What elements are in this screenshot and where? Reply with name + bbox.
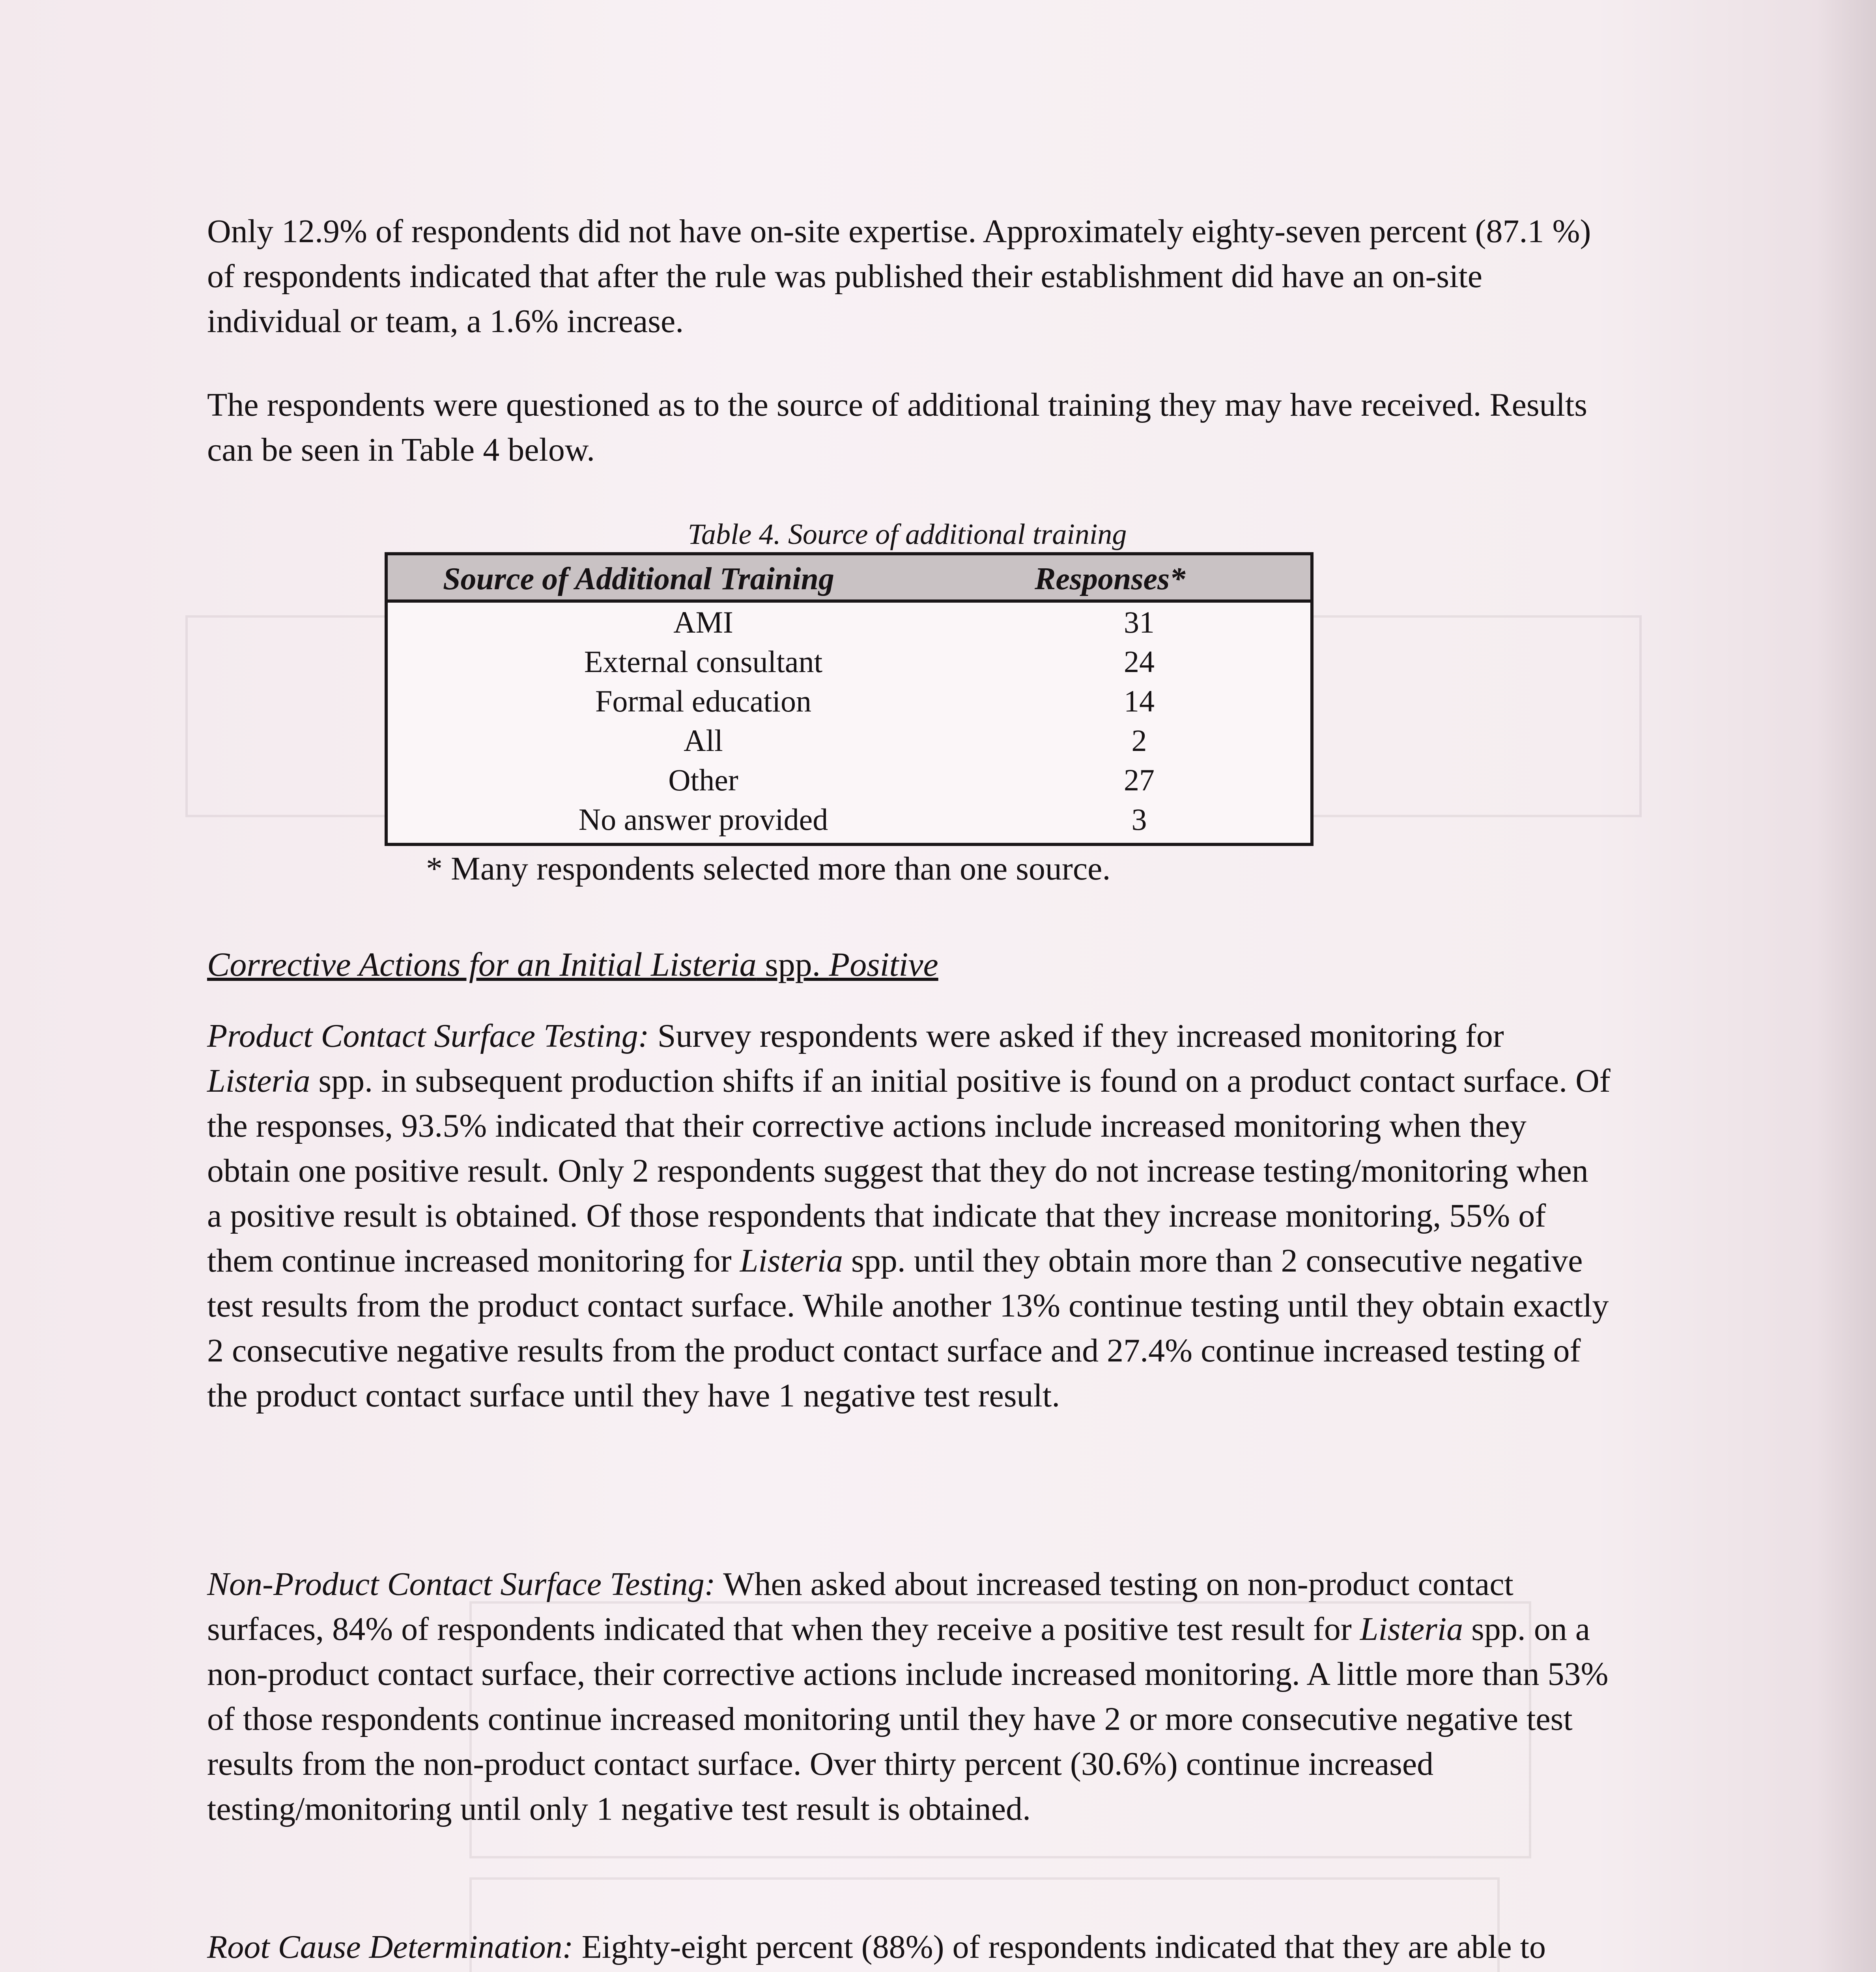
paragraph-text: Eighty-eight percent (88%) of respondents indicated that they are able to [581, 1929, 1546, 1965]
paragraph-training-source: The respondents were questioned as to the source of additional training they may have received. Results can be seen in Table 4 below. [207, 387, 1587, 468]
table-caption: Table 4. Source of additional training [688, 518, 1127, 551]
table-row [388, 682, 1310, 721]
paragraph-text: Survey respondents were asked if they increased monitoring for [649, 1018, 1504, 1054]
table-cell-responses: 2 [1131, 723, 1147, 758]
table-cell-source: All [684, 723, 723, 758]
table-cell-responses: 27 [1124, 763, 1155, 797]
table-cell-responses: 31 [1124, 605, 1155, 639]
table-row [388, 760, 1310, 800]
table-header-row [388, 555, 1310, 603]
section-heading-part: spp. [756, 945, 829, 983]
paragraph-text: spp. on a non-product contact surface, their corrective actions include increased monitoring. A little more than 53% of those respondents continue increased monitoring until they have 2 or more consecutive negative test results from the non-product contact surface. Over thirty percent (30.6%) continue increased testing/monitoring until only 1 negative test result is obtained. [207, 1611, 1609, 1827]
paragraph-label: Root Cause Determination: [207, 1929, 574, 1965]
table-cell-source: Formal education [595, 684, 812, 718]
listeria-term: Listeria [740, 1242, 843, 1279]
table-row [388, 800, 1310, 839]
listeria-term: Listeria [1360, 1611, 1463, 1647]
paragraph-label: Product Contact Surface Testing: [207, 1018, 649, 1054]
paragraph-root-cause [207, 1925, 1611, 1972]
table-row [388, 603, 1310, 642]
table-footnote: * Many respondents selected more than one source. [426, 850, 1111, 887]
table-cell-responses: 24 [1124, 644, 1155, 679]
table-cell-source: No answer provided [578, 802, 828, 837]
section-heading-part: Positive [829, 945, 938, 983]
table-cell-source: AMI [673, 605, 733, 639]
paragraph-text: spp. until they obtain more than 2 consecutive negative test results from the product contact surface. While another 13% continue testing until they obtain exactly 2 consecutive negative results from the product contact surface and 27.4% continue increased testing of the product contact surface until they have 1 negative test result. [207, 1242, 1609, 1414]
training-source-table [385, 552, 1314, 846]
paragraph-non-product-contact [207, 1562, 1611, 1832]
page-edge-shadow [1817, 0, 1876, 1972]
column-header-responses: Responses* [1035, 562, 1186, 596]
listeria-term: Listeria [207, 1063, 310, 1099]
table-cell-source: External consultant [584, 644, 823, 679]
table-cell-responses: 3 [1131, 802, 1147, 837]
section-heading [207, 943, 938, 986]
paragraph-label: Non-Product Contact Surface Testing: [207, 1566, 716, 1602]
paragraph-onsite-expertise: Only 12.9% of respondents did not have on-site expertise. Approximately eighty-seven percent (87.1 %) of respondents indicated that after the rule was published their establishment did have an on-site individual or team, a 1.6% increase. [207, 213, 1591, 340]
section-heading-italic: Listeria [651, 945, 757, 983]
column-header-source: Source of Additional Training [443, 562, 835, 596]
section-heading-part: Corrective Actions for an Initial [207, 945, 651, 983]
table-cell-source: Other [668, 763, 738, 797]
table-row [388, 721, 1310, 760]
paragraph-text: When asked about increased testing on non-product contact surfaces, 84% of respondents indicated that when they receive a positive test result for [207, 1566, 1514, 1647]
paragraph-text: spp. in subsequent production shifts if an initial positive is found on a product contact surface. Of the responses, 93.5% indicated that their corrective actions include increased monitoring when they obtain one positive result. Only 2 respondents suggest that they do not increase testing/monitoring when a positive result is obtained. Of those respondents that indicate that they increase monitoring, 55% of them continue increased monitoring for [207, 1063, 1611, 1279]
paragraph-product-contact [207, 1014, 1611, 1418]
table-row [388, 642, 1310, 682]
table-cell-responses: 14 [1124, 684, 1155, 718]
